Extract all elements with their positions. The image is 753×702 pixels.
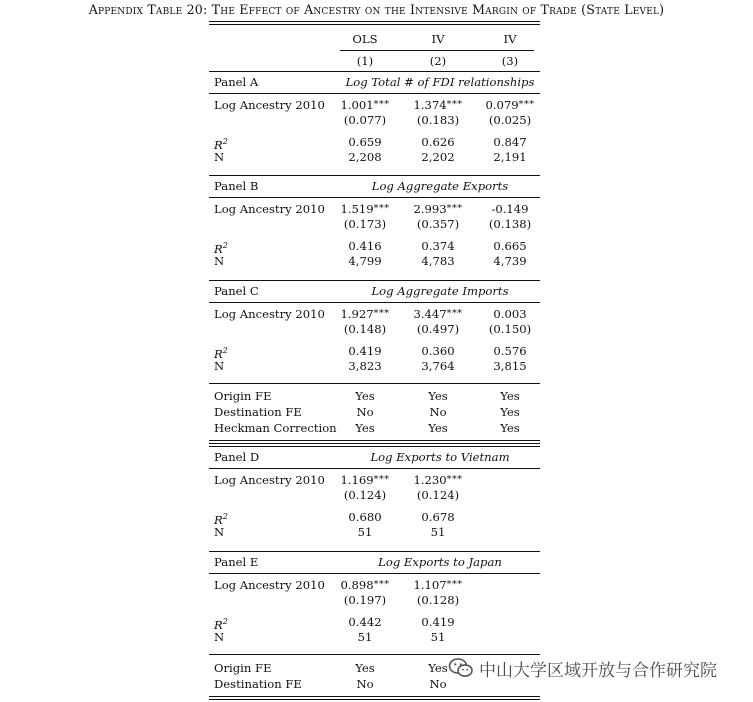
wechat-icon: [448, 656, 474, 680]
coefficient-value: 1.519: [340, 202, 374, 216]
observations-value: 51: [430, 630, 446, 644]
significance-stars: ***: [373, 203, 390, 214]
standard-error: (0.197): [343, 593, 387, 607]
coefficient-value: 1.107: [413, 578, 447, 592]
observations-value: 51: [357, 630, 373, 644]
r-squared-symbol: R: [214, 138, 223, 152]
row-label: Log Ancestry 2010: [214, 578, 325, 592]
section-double-rule: [209, 443, 540, 444]
fixed-effect-value: Yes: [428, 421, 448, 435]
coefficient-value: 0.003: [493, 307, 527, 321]
r-squared-symbol: R: [214, 618, 223, 632]
panel-dependent-variable: Log Aggregate Imports: [371, 284, 509, 298]
standard-error: (0.077): [343, 113, 387, 127]
coefficient-cell: [408, 98, 468, 112]
standard-error: (0.025): [488, 113, 532, 127]
panel-dependent-variable: Log Aggregate Exports: [371, 179, 509, 193]
observations-value: 2,202: [421, 150, 455, 164]
panel-rule: [209, 280, 540, 281]
row-label: Log Ancestry 2010: [214, 307, 325, 321]
significance-stars: ***: [373, 99, 390, 110]
coefficient-cell: [340, 307, 390, 321]
fixed-effect-value: Yes: [428, 661, 448, 675]
row-label: Log Ancestry 2010: [214, 473, 325, 487]
fixed-effect-label: Origin FE: [214, 389, 272, 403]
panel-label: Panel C: [214, 284, 259, 298]
significance-stars: ***: [373, 474, 390, 485]
observations-label: N: [214, 630, 225, 644]
r-squared-value: 0.665: [493, 239, 527, 253]
standard-error: (0.138): [488, 217, 532, 231]
fixed-effect-value: Yes: [500, 405, 520, 419]
r-squared-value: 0.360: [421, 344, 455, 358]
significance-stars: ***: [446, 579, 463, 590]
observations-value: 4,799: [348, 254, 382, 268]
header-underline: [340, 50, 534, 51]
panel-rule: [209, 302, 540, 303]
coefficient-value: 1.374: [413, 98, 447, 112]
fixed-effect-value: Yes: [355, 389, 375, 403]
row-label: Log Ancestry 2010: [214, 98, 325, 112]
panel-label: Panel A: [214, 75, 259, 89]
standard-error: (0.183): [416, 113, 460, 127]
significance-stars: ***: [446, 474, 463, 485]
table-title-prefix: Appendix Table 20:: [88, 2, 208, 17]
significance-stars: ***: [373, 308, 390, 319]
r-squared-value: 0.419: [348, 344, 382, 358]
coefficient-cell: [408, 473, 468, 487]
r-squared-value: 0.419: [421, 615, 455, 629]
significance-stars: ***: [373, 579, 390, 590]
r-squared-symbol: R: [214, 347, 223, 361]
panel-rule: [209, 383, 540, 384]
fixed-effect-value: Yes: [355, 421, 375, 435]
column-number: (2): [429, 54, 447, 68]
panel-rule: [209, 551, 540, 552]
panel-label: Panel B: [214, 179, 259, 193]
significance-stars: ***: [518, 99, 535, 110]
r-squared-value: 0.374: [421, 239, 455, 253]
panel-rule: [209, 446, 540, 447]
fixed-effect-value: No: [356, 677, 374, 691]
coefficient-cell: [477, 202, 543, 216]
coefficient-value: 3.447: [413, 307, 447, 321]
panel-rule: [209, 468, 540, 469]
observations-value: 3,815: [493, 359, 527, 373]
standard-error: (0.497): [416, 322, 460, 336]
coefficient-cell: [340, 473, 390, 487]
standard-error: (0.148): [343, 322, 387, 336]
r-squared-exponent: 2: [222, 241, 228, 250]
observations-value: 2,208: [348, 150, 382, 164]
standard-error: (0.124): [343, 488, 387, 502]
panel-rule: [209, 71, 540, 72]
coefficient-value: 1.001: [340, 98, 374, 112]
panel-dependent-variable: Log Exports to Vietnam: [370, 450, 510, 464]
column-label: OLS: [352, 32, 378, 46]
coefficient-cell: [477, 98, 543, 112]
r-squared-value: 0.416: [348, 239, 382, 253]
observations-value: 3,823: [348, 359, 382, 373]
r-squared-symbol: R: [214, 513, 223, 527]
r-squared-exponent: 2: [222, 512, 228, 521]
coefficient-cell: [340, 202, 390, 216]
section-double-rule: [209, 440, 540, 441]
panel-rule: [209, 573, 540, 574]
standard-error: (0.150): [488, 322, 532, 336]
coefficient-cell: [408, 578, 468, 592]
watermark: [448, 654, 717, 682]
fixed-effect-value: No: [356, 405, 374, 419]
panel-rule: [209, 93, 540, 94]
row-label: Log Ancestry 2010: [214, 202, 325, 216]
table-bottom-rule: [209, 696, 540, 697]
coefficient-cell: [340, 98, 390, 112]
observations-value: 3,764: [421, 359, 455, 373]
observations-label: N: [214, 359, 225, 373]
coefficient-cell: [408, 202, 468, 216]
r-squared-value: 0.626: [421, 135, 455, 149]
significance-stars: ***: [446, 99, 463, 110]
fixed-effect-label: Destination FE: [214, 405, 302, 419]
panel-label: Panel D: [214, 450, 260, 464]
column-label: IV: [431, 32, 445, 46]
coefficient-value: 1.927: [340, 307, 374, 321]
panel-label: Panel E: [214, 555, 259, 569]
standard-error: (0.173): [343, 217, 387, 231]
coefficient-value: 0.898: [340, 578, 374, 592]
column-label: IV: [503, 32, 517, 46]
coefficient-value: 1.230: [413, 473, 447, 487]
fixed-effect-value: Yes: [428, 389, 448, 403]
observations-label: N: [214, 254, 225, 268]
table-title-text: The Effect of Ancestry on the Intensive Margin of Trade (State Level): [211, 2, 665, 17]
r-squared-value: 0.678: [421, 510, 455, 524]
r-squared-exponent: 2: [222, 137, 228, 146]
coefficient-value: -0.149: [491, 202, 529, 216]
fixed-effect-value: No: [429, 677, 447, 691]
panel-rule: [209, 197, 540, 198]
fixed-effect-value: No: [429, 405, 447, 419]
observations-label: N: [214, 150, 225, 164]
fixed-effect-value: Yes: [355, 661, 375, 675]
fixed-effect-label: Origin FE: [214, 661, 272, 675]
column-number: (1): [356, 54, 374, 68]
observations-value: 4,739: [493, 254, 527, 268]
fixed-effect-label: Heckman Correction: [214, 421, 337, 435]
panel-dependent-variable: Log Exports to Japan: [378, 555, 502, 569]
significance-stars: ***: [446, 308, 463, 319]
column-number: (3): [501, 54, 519, 68]
observations-label: N: [214, 525, 225, 539]
fixed-effect-value: Yes: [500, 389, 520, 403]
coefficient-cell: [477, 307, 543, 321]
table-title: [0, 2, 753, 17]
observations-value: 4,783: [421, 254, 455, 268]
r-squared-symbol: R: [214, 242, 223, 256]
coefficient-value: 0.079: [485, 98, 519, 112]
fixed-effect-value: Yes: [500, 421, 520, 435]
coefficient-cell: [340, 578, 390, 592]
coefficient-cell: [408, 307, 468, 321]
coefficient-value: 2.993: [413, 202, 447, 216]
panel-rule: [209, 175, 540, 176]
observations-value: 51: [357, 525, 373, 539]
r-squared-value: 0.680: [348, 510, 382, 524]
watermark-text: 中山大学区域开放与合作研究院: [479, 660, 717, 681]
table-top-rule: [209, 21, 540, 22]
r-squared-value: 0.847: [493, 135, 527, 149]
observations-value: 51: [430, 525, 446, 539]
standard-error: (0.357): [416, 217, 460, 231]
significance-stars: ***: [446, 203, 463, 214]
panel-dependent-variable: Log Total # of FDI relationships: [345, 75, 535, 89]
table-top-rule: [209, 24, 540, 25]
observations-value: 2,191: [493, 150, 527, 164]
r-squared-exponent: 2: [222, 617, 228, 626]
r-squared-value: 0.442: [348, 615, 382, 629]
r-squared-value: 0.576: [493, 344, 527, 358]
fixed-effect-label: Destination FE: [214, 677, 302, 691]
coefficient-value: 1.169: [340, 473, 374, 487]
r-squared-exponent: 2: [222, 346, 228, 355]
table-bottom-rule: [209, 699, 540, 700]
standard-error: (0.128): [416, 593, 460, 607]
r-squared-value: 0.659: [348, 135, 382, 149]
standard-error: (0.124): [416, 488, 460, 502]
